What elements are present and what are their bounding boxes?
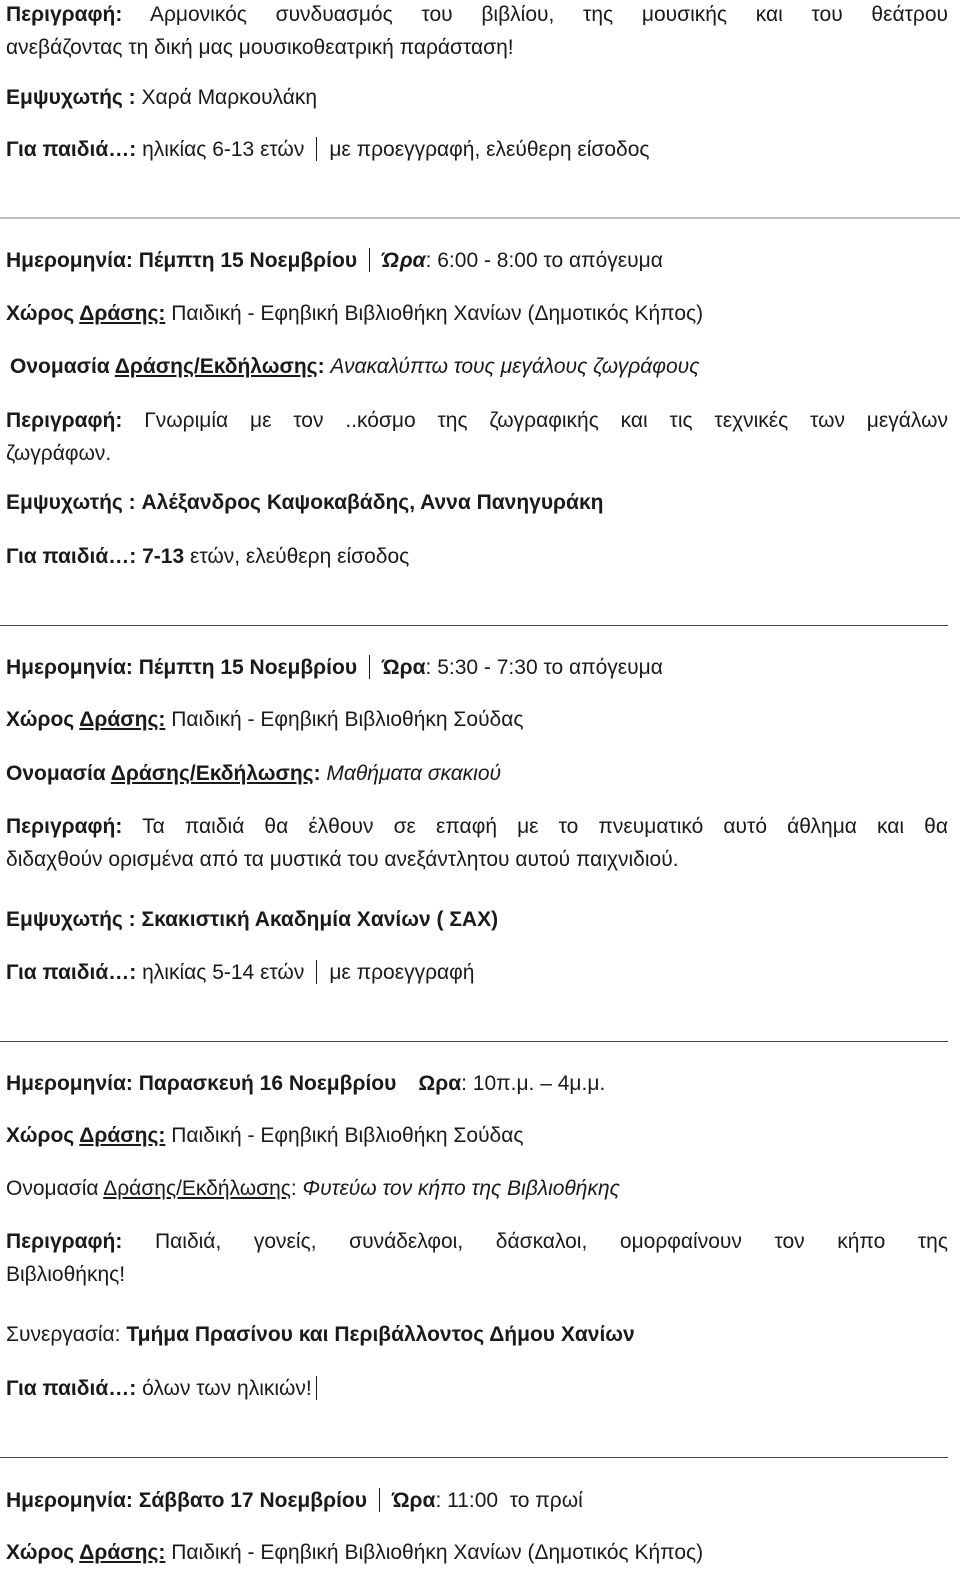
place-value: Παιδική - Εφηβική Βιβλιοθήκη Χανίων (Δημοτικός Κήπος) bbox=[171, 302, 704, 325]
description-text: Γνωριμία με τον ..κόσμο της ζωγραφικής και τις τεχνικές των μεγάλων bbox=[144, 409, 948, 432]
time-value: : 6:00 - 8:00 το απόγευμα bbox=[425, 249, 663, 272]
block3-animator bbox=[6, 907, 498, 933]
block4-cooperation bbox=[6, 1322, 635, 1348]
separator bbox=[316, 1376, 317, 1400]
name-label-b: Δράσης/Εκδήλωσης bbox=[114, 355, 318, 378]
separator bbox=[316, 960, 317, 984]
description-text-cont: ζωγράφων. bbox=[6, 442, 112, 465]
block4-place: Χώρος Δράσης: Παιδική - Εφηβική Βιβλιοθήκη Σούδας bbox=[6, 1124, 524, 1147]
block4-date bbox=[6, 1071, 605, 1097]
description-text: Τα παιδιά θα έλθουν σε επαφή με το πνευματικό αυτό άθλημα και θα bbox=[142, 815, 948, 838]
block2-animator bbox=[6, 490, 604, 516]
place-value: Παιδική - Εφηβική Βιβλιοθήκη Σούδας bbox=[171, 708, 524, 731]
time-value: : 10π.μ. – 4μ.μ. bbox=[461, 1072, 606, 1095]
coop-label: Συνεργασία: bbox=[6, 1323, 121, 1346]
time-label: Ώρα bbox=[382, 656, 426, 679]
name-value: Ανακαλύπτω τους μεγάλους ζωγράφους bbox=[330, 355, 700, 378]
section-divider bbox=[0, 625, 948, 626]
description-text: Αρμονικός συνδυασμός του βιβλίου, της μουσικής και του θεάτρου bbox=[149, 3, 948, 26]
block2-place: Χώρος Δράσης: Παιδική - Εφηβική Βιβλιοθήκη Χανίων (Δημοτικός Κήπος) bbox=[6, 302, 704, 325]
kids-label: Για παιδιά…: bbox=[6, 961, 137, 984]
block5-date bbox=[6, 1488, 583, 1514]
description-text-cont: ανεβάζοντας τη δική μας μουσικοθεατρική παράσταση! bbox=[6, 36, 514, 59]
date-value: Πέμπτη 15 Νοεμβρίου bbox=[138, 656, 358, 679]
animator-label: Εμψυχωτής : bbox=[6, 86, 136, 109]
name-value: Μαθήματα σκακιού bbox=[326, 762, 502, 785]
date-value: Παρασκευή 16 Νοεμβρίου bbox=[138, 1072, 397, 1095]
place-label: Δράσης: bbox=[79, 1124, 166, 1147]
description-label: Περιγραφή: bbox=[6, 409, 123, 432]
kids-value: ετών, ελεύθερη είσοδος bbox=[189, 545, 410, 568]
place-value: Παιδική - Εφηβική Βιβλιοθήκη Σούδας bbox=[171, 1124, 524, 1147]
separator bbox=[379, 1488, 380, 1512]
section-divider bbox=[0, 217, 960, 219]
place-label: Δράσης: bbox=[79, 302, 166, 325]
time-label: Ώρα bbox=[382, 249, 426, 272]
time-label: Ωρα bbox=[418, 1072, 462, 1095]
description-text-cont: Βιβλιοθήκης! bbox=[6, 1263, 126, 1286]
name-label-a: Ονομασία bbox=[6, 762, 111, 785]
block4-kids bbox=[6, 1376, 329, 1402]
block5-place: Χώρος Δράσης: Παιδική - Εφηβική Βιβλιοθήκη Χανίων (Δημοτικός Κήπος) bbox=[6, 1541, 704, 1564]
place-value: Παιδική - Εφηβική Βιβλιοθήκη Χανίων (Δημοτικός Κήπος) bbox=[171, 1541, 704, 1564]
separator bbox=[369, 248, 370, 272]
block3-kids bbox=[6, 960, 474, 986]
date-value: Πέμπτη 15 Νοεμβρίου bbox=[138, 249, 358, 272]
kids-value: ηλικίας 6-13 ετών bbox=[142, 138, 305, 161]
coop-value: Τμήμα Πρασίνου και Περιβάλλοντος Δήμου Χανίων bbox=[126, 1323, 635, 1346]
block3-name: Ονομασία Δράσης/Εκδήλωσης: Μαθήματα σκακιού bbox=[6, 762, 502, 785]
name-label-b: Δράσης/Εκδήλωσης bbox=[110, 762, 314, 785]
kids-value-2: με προεγγραφή, ελεύθερη είσοδος bbox=[329, 138, 650, 161]
section-divider bbox=[0, 1041, 948, 1042]
separator bbox=[316, 137, 317, 161]
name-label-a: Ονομασία bbox=[10, 355, 115, 378]
place-label: Δράσης: bbox=[79, 1541, 166, 1564]
block2-name: Ονομασία Δράσης/Εκδήλωσης: Ανακαλύπτω τους μεγάλους ζωγράφους bbox=[10, 355, 700, 378]
block3-place: Χώρος Δράσης: Παιδική - Εφηβική Βιβλιοθήκη Σούδας bbox=[6, 708, 524, 731]
time-value: : 11:00 το πρωί bbox=[435, 1489, 583, 1512]
description-text: Παιδιά, γονείς, συνάδελφοι, δάσκαλοι, ομορφαίνουν τον κήπο της bbox=[154, 1230, 948, 1253]
animator-label: Εμψυχωτής : bbox=[6, 908, 136, 931]
time-label: Ώρα bbox=[391, 1489, 436, 1512]
animator-value: Χαρά Μαρκουλάκη bbox=[141, 86, 318, 109]
date-label: Ημερομηνία: bbox=[6, 656, 133, 679]
description-label: Περιγραφή: bbox=[6, 815, 123, 838]
name-label-b: Δράσης/Εκδήλωσης bbox=[103, 1177, 291, 1200]
description-label: Περιγραφή: bbox=[6, 1230, 123, 1253]
time-value: : 5:30 - 7:30 το απόγευμα bbox=[425, 656, 663, 679]
description-text-cont: διδαχθούν ορισμένα από τα μυστικά του ανεξάντλητου αυτού παιχνιδιού. bbox=[6, 848, 679, 871]
kids-value: ηλικίας 5-14 ετών bbox=[142, 961, 305, 984]
block2-kids bbox=[6, 544, 409, 570]
kids-label: Για παιδιά…: bbox=[6, 545, 137, 568]
block1-animator bbox=[6, 85, 317, 111]
animator-value: Αλέξανδρος Καψοκαβάδης, Αννα Πανηγυράκη bbox=[141, 491, 604, 514]
date-label: Ημερομηνία: bbox=[6, 1489, 133, 1512]
kids-bold: 7-13 bbox=[142, 545, 185, 568]
block4-description bbox=[6, 1229, 948, 1288]
section-divider bbox=[0, 1457, 948, 1458]
block3-date bbox=[6, 655, 663, 681]
animator-value: Σκακιστική Ακαδημία Χανίων ( ΣΑΧ) bbox=[141, 908, 499, 931]
kids-value: όλων των ηλικιών! bbox=[142, 1377, 312, 1400]
name-value: Φυτεύω τον κήπο της Βιβλιοθήκης bbox=[302, 1177, 620, 1200]
date-value: Σάββατο 17 Νοεμβρίου bbox=[138, 1489, 367, 1512]
place-label: Δράσης: bbox=[79, 708, 166, 731]
date-label: Ημερομηνία: bbox=[6, 1072, 133, 1095]
block3-description bbox=[6, 814, 948, 873]
block2-description bbox=[6, 408, 948, 467]
name-label-a: Ονομασία bbox=[6, 1177, 104, 1200]
block1-description bbox=[6, 2, 948, 61]
description-label: Περιγραφή: bbox=[6, 3, 123, 26]
kids-value-2: με προεγγραφή bbox=[329, 961, 475, 984]
kids-label: Για παιδιά…: bbox=[6, 138, 137, 161]
date-label: Ημερομηνία: bbox=[6, 249, 133, 272]
animator-label: Εμψυχωτής : bbox=[6, 491, 136, 514]
block2-date bbox=[6, 248, 663, 274]
kids-label: Για παιδιά…: bbox=[6, 1377, 137, 1400]
block4-name: Ονομασία Δράσης/Εκδήλωσης: Φυτεύω τον κήπο της Βιβλιοθήκης bbox=[6, 1177, 620, 1200]
block1-kids bbox=[6, 137, 650, 163]
separator bbox=[369, 655, 370, 679]
